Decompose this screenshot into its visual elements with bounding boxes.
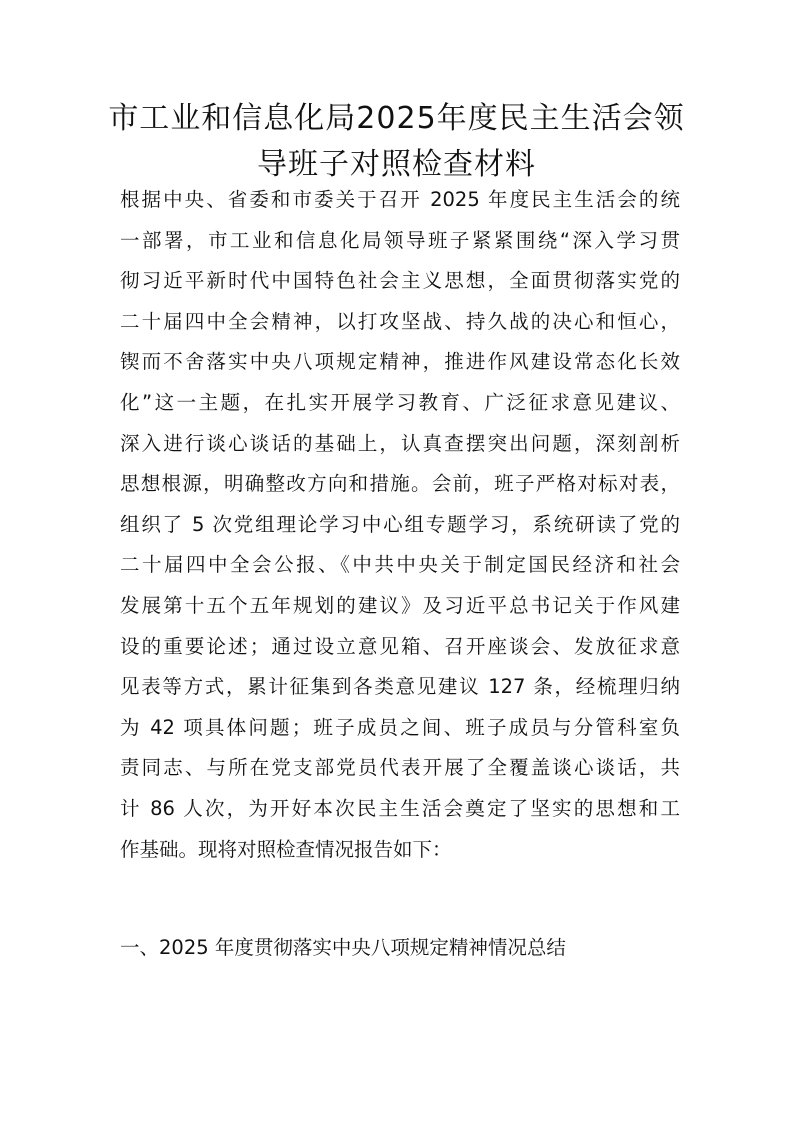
paragraph-line: 根据中央、省委和市委关于召开 2025 年度民主生活会的统: [120, 188, 680, 211]
paragraph-line: 作基础。现将对照检查情况报告如下：: [120, 837, 452, 861]
title-line-1: 市工业和信息化局2025年度民主生活会领: [108, 101, 685, 136]
paragraph-line: 思想根源，明确整改方向和措施。会前，班子严格对标对表，: [120, 472, 680, 496]
paragraph-line: 一部署，市工业和信息化局领导班子紧紧围绕“深入学习贯: [120, 228, 680, 252]
paragraph-line: 二十届四中全会公报、《中共中央关于制定国民经济和社会: [120, 553, 680, 577]
paragraph-line: 发展第十五个五年规划的建议》及习近平总书记关于作风建: [120, 593, 680, 617]
title-line-2: 导班子对照检查材料: [257, 147, 536, 182]
paragraph-line: 化”这一主题，在扎实开展学习教育、广泛征求意见建议、: [120, 390, 680, 414]
paragraph-line: 计 86 人次，为开好本次民主生活会奠定了坚实的思想和工: [120, 796, 680, 820]
paragraph-line: 见表等方式，累计征集到各类意见建议 127 条，经梳理归纳: [120, 675, 680, 699]
body-paragraph: [120, 180, 680, 870]
paragraph-line: 深入进行谈心谈话的基础上，认真查摆突出问题，深刻剖析: [120, 431, 680, 455]
paragraph-line: 组织了 5 次党组理论学习中心组专题学习，系统研读了党的: [120, 512, 680, 536]
document-title: [100, 96, 693, 188]
paragraph-line: 二十届四中全会精神，以打攻坚战、持久战的决心和恒心，: [120, 309, 680, 333]
paragraph-line: 设的重要论述；通过设立意见箱、召开座谈会、发放征求意: [120, 634, 680, 658]
section-heading: 一、2025 年度贯彻落实中央八项规定精神情况总结: [120, 936, 566, 959]
paragraph-line: 彻习近平新时代中国特色社会主义思想，全面贯彻落实党的: [120, 269, 680, 293]
paragraph-line: 为 42 项具体问题；班子成员之间、班子成员与分管科室负: [120, 715, 680, 739]
paragraph-line: 锲而不舍落实中央八项规定精神，推进作风建设常态化长效: [120, 350, 680, 374]
paragraph-line: 责同志、与所在党支部党员代表开展了全覆盖谈心谈话，共: [120, 756, 680, 780]
